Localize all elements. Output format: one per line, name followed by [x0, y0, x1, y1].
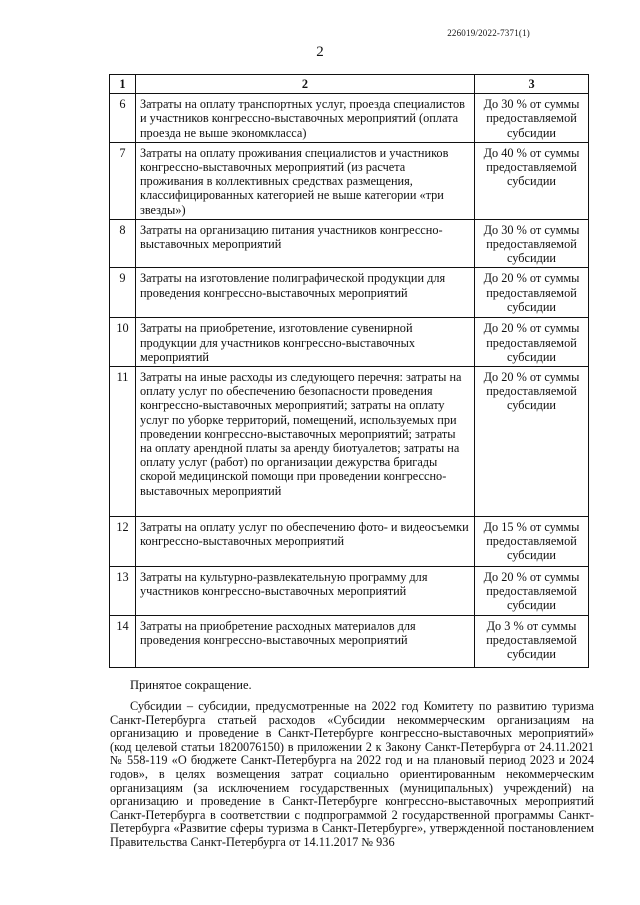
table-row — [110, 567, 589, 616]
row-number: 6 — [110, 94, 136, 143]
expense-description: Затраты на оплату услуг по обеспечению фото- и видеосъемки конгрессно-выставочных мероприятий — [135, 517, 474, 567]
expense-description: Затраты на культурно-развлекательную программу для участников конгрессно-выставочных мероприятий — [135, 567, 474, 616]
subsidy-share: До 20 % от суммы предоставляемой субсидии — [475, 318, 589, 367]
table-row — [110, 318, 589, 367]
subsidy-share: До 20 % от суммы предоставляемой субсидии — [475, 268, 589, 318]
abbreviation-heading: Принятое сокращение. — [130, 678, 252, 692]
expense-table — [109, 74, 589, 668]
subsidy-share: До 30 % от суммы предоставляемой субсидии — [475, 94, 589, 143]
subsidy-share: До 40 % от суммы предоставляемой субсидии — [475, 142, 589, 219]
document-registration-number: 226019/2022-7371(1) — [447, 28, 530, 38]
abbreviation-definition: Субсидии – субсидии, предусмотренные на 2022 год Комитету по развитию туризма Санкт-Петербурга статьей расходов «Субсидии некоммерческим организациям на организацию и проведение в Санкт-Петербурге конгрессно-выставочных мероприятий» (код целевой статьи 1820076150) в приложении 2 к Закону Санкт-Петербурга от 24.11.2021 № 558-119 «О бюджете Санкт-Петербурга на 2022 год и на плановый период 2023 и 2024 годов», в целях возмещения затрат социально ориентированным некоммерческим организациям (за исключением государственных (муниципальных) учреждений) на организацию и проведение в Санкт-Петербурге конгрессно-выставочных мероприятий Санкт-Петербурга в соответствии с подпрограммой 2 государственной программы Санкт-Петербурга «Развитие сферы туризма в Санкт-Петербурге», утвержденной постановлением Правительства Санкт-Петербурга от 14.11.2017 № 936 — [110, 699, 594, 849]
row-number: 13 — [110, 567, 136, 616]
column-header: 1 — [110, 75, 136, 94]
expense-description: Затраты на приобретение, изготовление сувенирной продукции для участников конгрессно-выставочных мероприятий — [135, 318, 474, 367]
subsidy-share: До 30 % от суммы предоставляемой субсидии — [475, 219, 589, 268]
table-row — [110, 94, 589, 143]
subsidy-share: До 3 % от суммы предоставляемой субсидии — [475, 615, 589, 667]
expense-description: Затраты на приобретение расходных материалов для проведения конгрессно-выставочных мероприятий — [135, 615, 474, 667]
row-number: 9 — [110, 268, 136, 318]
expense-description: Затраты на оплату проживания специалистов и участников конгрессно-выставочных мероприятий (из расчета проживания в коллективных средствах размещения, классифицированных категорией не выше категории «три звезды») — [135, 142, 474, 219]
expense-description: Затраты на оплату транспортных услуг, проезда специалистов и участников конгрессно-выставочных мероприятий (оплата проезда не выше экономкласса) — [135, 94, 474, 143]
table-row — [110, 367, 589, 517]
table-row — [110, 219, 589, 268]
table-row — [110, 142, 589, 219]
expense-description: Затраты на изготовление полиграфической продукции для проведения конгрессно-выставочных мероприятий — [135, 268, 474, 318]
row-number: 11 — [110, 367, 136, 517]
row-number: 7 — [110, 142, 136, 219]
table-header-row — [110, 75, 589, 94]
column-header: 2 — [135, 75, 474, 94]
page-number: 2 — [316, 44, 324, 60]
subsidy-share: До 20 % от суммы предоставляемой субсидии — [475, 367, 589, 517]
expense-description: Затраты на организацию питания участников конгрессно-выставочных мероприятий — [135, 219, 474, 268]
row-number: 14 — [110, 615, 136, 667]
expense-description: Затраты на иные расходы из следующего перечня: затраты на оплату услуг по обеспечению безопасности проведения конгрессно-выставочных мероприятий; затраты на оплату услуг по уборке территорий, помещений, используемых при проведении конгрессно-выставочных мероприятий; затраты на оплату арендной платы за аренду биотуалетов; затраты на оплату услуг (работ) по организации дежурства бригады скорой медицинской помощи при проведении конгрессно-выставочных мероприятий — [135, 367, 474, 517]
row-number: 10 — [110, 318, 136, 367]
table-row — [110, 268, 589, 318]
row-number: 12 — [110, 517, 136, 567]
table-row — [110, 615, 589, 667]
subsidy-share: До 15 % от суммы предоставляемой субсидии — [475, 517, 589, 567]
column-header: 3 — [475, 75, 589, 94]
row-number: 8 — [110, 219, 136, 268]
subsidy-share: До 20 % от суммы предоставляемой субсидии — [475, 567, 589, 616]
table-row — [110, 517, 589, 567]
